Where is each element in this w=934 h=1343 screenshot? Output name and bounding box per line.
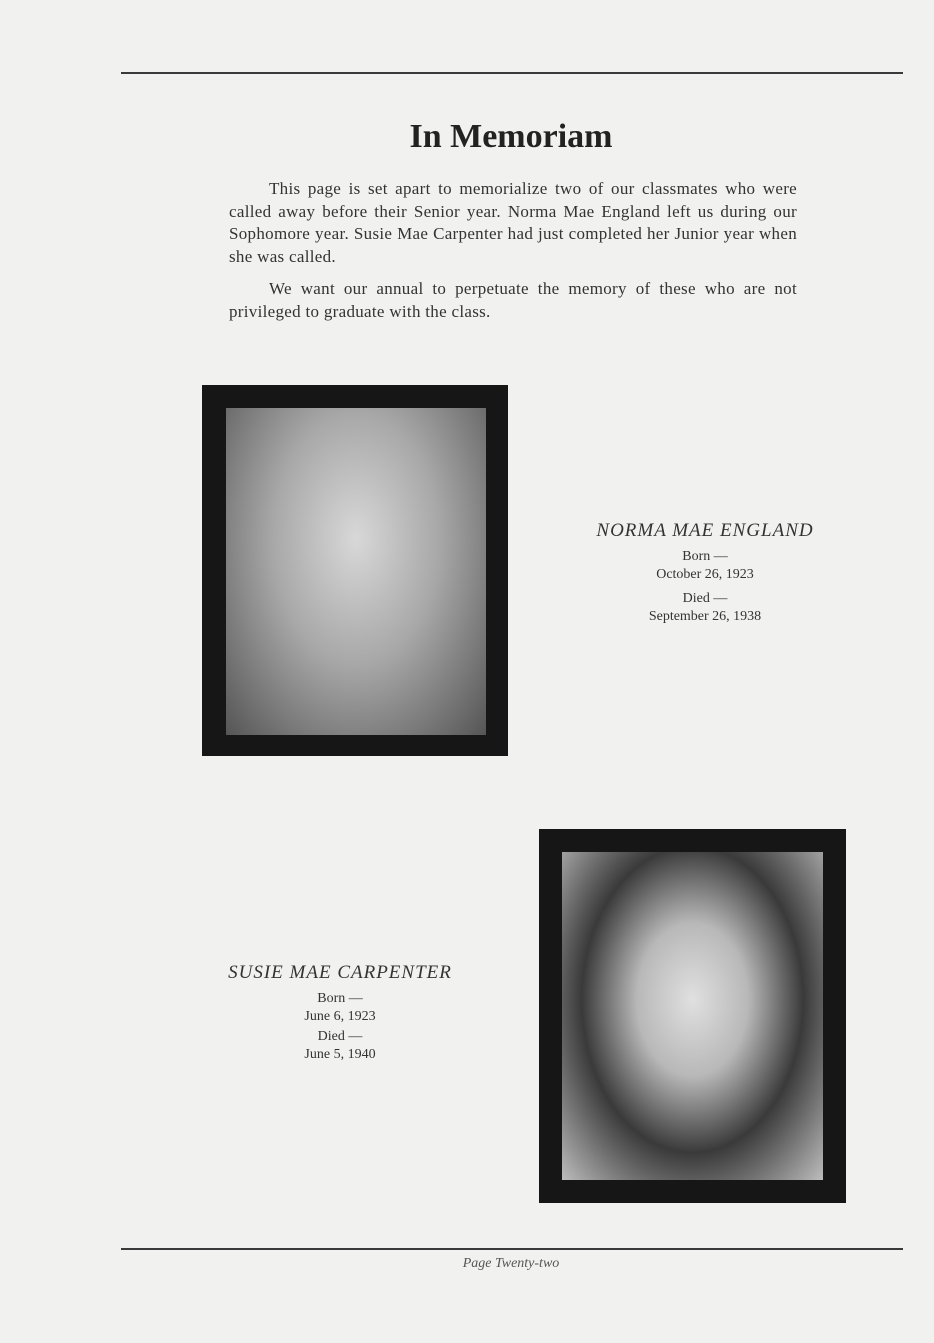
page-number: Page Twenty-two — [462, 1256, 560, 1271]
portrait-frame-norma — [202, 385, 508, 756]
died-date: September 26, 1938 — [648, 609, 762, 624]
caption-susie — [200, 962, 480, 1064]
top-rule — [121, 72, 903, 74]
portrait-photo-norma — [226, 408, 486, 735]
page-title: In Memoriam — [409, 118, 613, 155]
intro-paragraph: This page is set apart to memorialize two of our classmates who were called away before their Senior year. Norma Mae England left us during our Sophomore year. Susie Mae Carpenter had just completed her Junior year when she was called. — [229, 179, 797, 266]
born-label: Born — — [317, 991, 363, 1006]
portrait-photo-susie — [562, 852, 823, 1180]
died-label: Died — — [317, 1029, 363, 1044]
intro-paragraph: We want our annual to perpetuate the memory of these who are not privileged to graduate with the class. — [229, 279, 797, 321]
died-date: June 5, 1940 — [304, 1047, 376, 1062]
intro-text — [229, 178, 797, 333]
died-label: Died — — [682, 591, 728, 606]
memorial-name: NORMA MAE ENGLAND — [596, 520, 814, 541]
memorial-name: SUSIE MAE CARPENTER — [228, 962, 452, 983]
portrait-frame-susie — [539, 829, 846, 1203]
bottom-rule — [121, 1248, 903, 1250]
caption-norma — [575, 520, 835, 626]
born-label: Born — — [682, 549, 728, 564]
born-date: October 26, 1923 — [656, 567, 754, 582]
born-date: June 6, 1923 — [304, 1009, 376, 1024]
